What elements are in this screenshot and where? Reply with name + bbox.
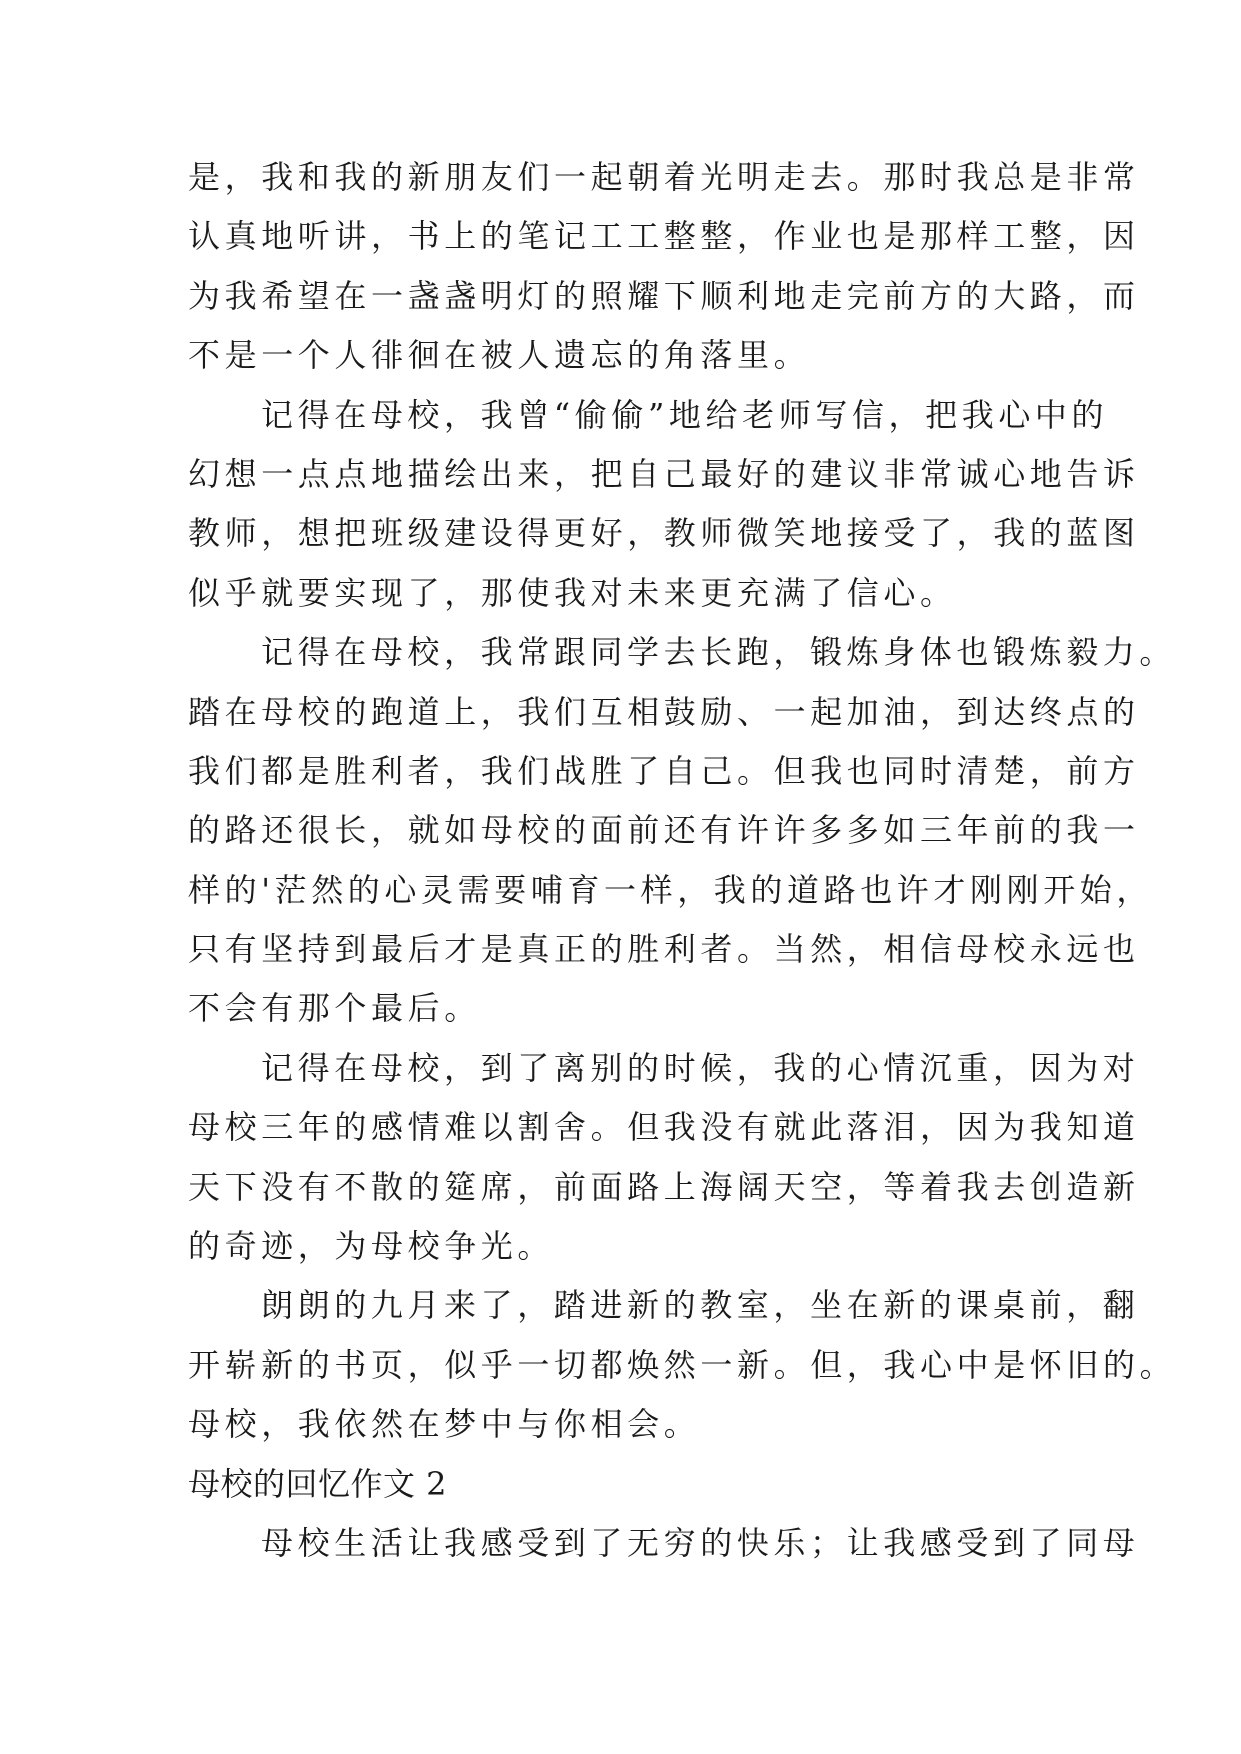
paragraph-first-line: 记得在母校，我曾“偷偷”地给老师写信，把我心中的 [261, 395, 1109, 434]
text-line: 的路还很长，就如母校的面前还有许许多多如三年前的我一 [188, 811, 1140, 850]
text-line: 母校三年的感情难以割舍。但我没有就此落泪，因为我知道 [188, 1108, 1140, 1147]
paragraph-first-line: 母校生活让我感受到了无穷的快乐；让我感受到了同母 [261, 1523, 1140, 1562]
text-line: 认真地听讲，书上的笔记工工整整，作业也是那样工整，因 [188, 217, 1140, 256]
text-line: 似乎就要实现了，那使我对未来更充满了信心。 [188, 573, 957, 612]
text-line: 不是一个人徘徊在被人遗忘的角落里。 [188, 336, 811, 375]
text-line: 天下没有不散的筵席，前面路上海阔天空，等着我去创造新 [188, 1167, 1140, 1206]
text-line: 不会有那个最后。 [188, 989, 481, 1028]
paragraph-first-line: 朗朗的九月来了，踏进新的教室，坐在新的课桌前，翻 [261, 1286, 1140, 1325]
section-heading: 母校的回忆作文 2 [188, 1464, 448, 1503]
paragraph-first-line: 记得在母校，到了离别的时候，我的心情沉重，因为对 [261, 1048, 1140, 1087]
document-body [188, 148, 1177, 1573]
text-line: 教师，想把班级建设得更好，教师微笑地接受了，我的蓝图 [188, 514, 1140, 553]
text-line: 母校，我依然在梦中与你相会。 [188, 1405, 701, 1444]
text-line: 的奇迹，为母校争光。 [188, 1227, 555, 1266]
text-line: 只有坚持到最后才是真正的胜利者。当然，相信母校永远也 [188, 930, 1140, 969]
text-line: 幻想一点点地描绘出来，把自己最好的建议非常诚心地告诉 [188, 454, 1140, 493]
text-line: 为我希望在一盏盏明灯的照耀下顺利地走完前方的大路，而 [188, 276, 1140, 315]
text-line: 踏在母校的跑道上，我们互相鼓励、一起加油，到达终点的 [188, 692, 1140, 731]
text-line: 样的'茫然的心灵需要哺育一样，我的道路也许才刚刚开始， [188, 870, 1153, 909]
text-line: 我们都是胜利者，我们战胜了自己。但我也同时清楚，前方 [188, 751, 1140, 790]
text-line: 开崭新的书页，似乎一切都焕然一新。但，我心中是怀旧的。 [188, 1345, 1177, 1384]
paragraph-first-line: 记得在母校，我常跟同学去长跑，锻炼身体也锻炼毅力。 [261, 633, 1177, 672]
text-line: 是，我和我的新朋友们一起朝着光明走去。那时我总是非常 [188, 158, 1140, 196]
